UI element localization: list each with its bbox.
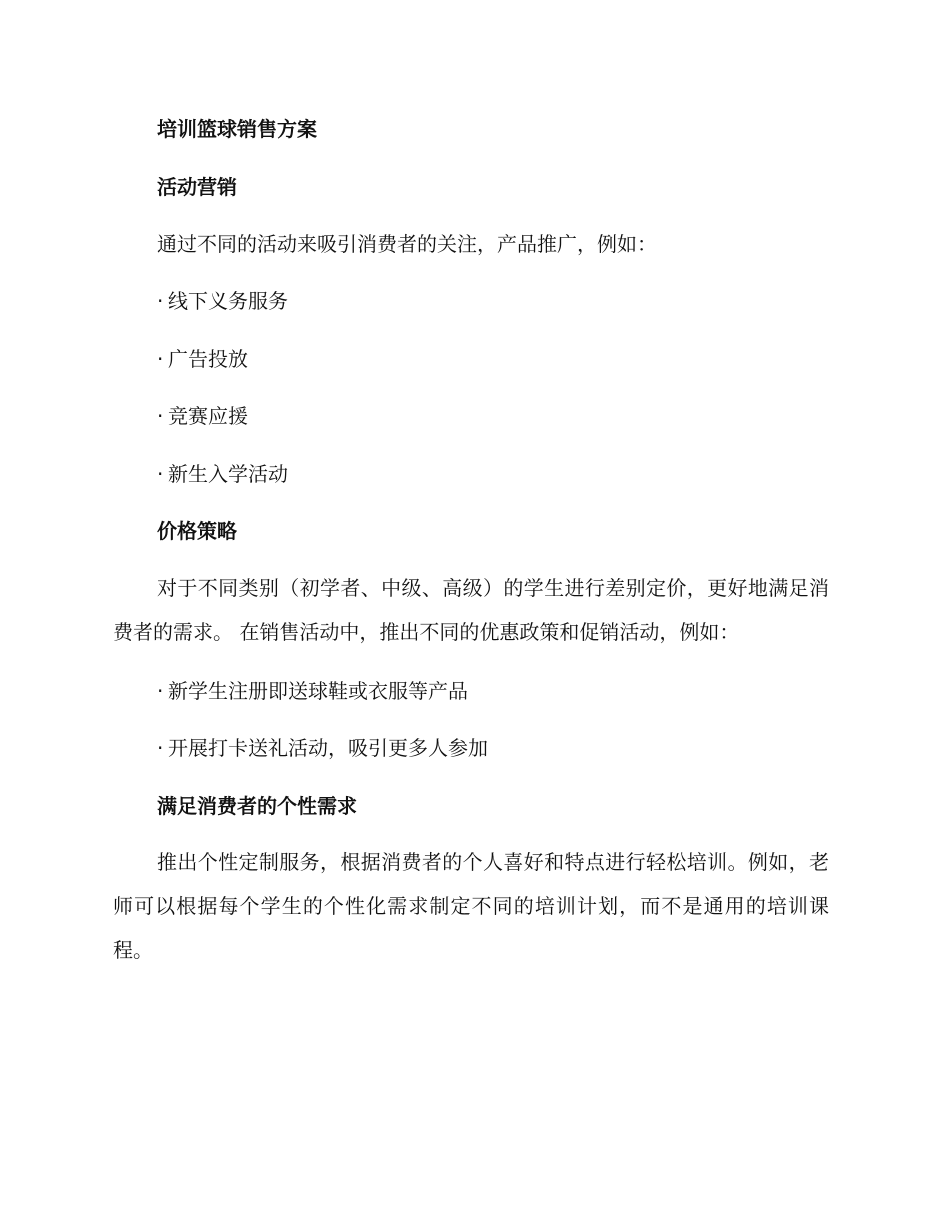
section-heading-activity-marketing: 活动营销: [157, 175, 237, 199]
list-item: [157, 677, 468, 705]
list-item: [157, 345, 248, 373]
list-item: [157, 287, 288, 315]
list-item-text: 广告投放: [168, 347, 248, 371]
section1-intro: 通过不同的活动来吸引消费者的关注，产品推广，例如：: [157, 232, 657, 256]
list-item: [157, 402, 248, 430]
list-item-text: 新学生注册即送球鞋或衣服等产品: [168, 679, 468, 703]
section-heading-pricing-strategy: 价格策略: [157, 519, 237, 543]
list-item-text: 开展打卡送礼活动，吸引更多人参加: [168, 736, 488, 760]
bullet-icon: ·: [157, 679, 164, 703]
list-item-text: 新生入学活动: [168, 462, 288, 486]
bullet-icon: ·: [157, 289, 164, 313]
section2-paragraph: 对于不同类别（初学者、中级、高级）的学生进行差别定价，更好地满足消费者的需求。 在销售活动中，推出不同的优惠政策和促销活动，例如：: [113, 576, 829, 644]
bullet-icon: ·: [157, 462, 164, 486]
list-item: [157, 734, 488, 762]
list-item-text: 竞赛应援: [168, 404, 248, 428]
list-item: [157, 460, 288, 488]
bullet-icon: ·: [157, 404, 164, 428]
list-item-text: 线下义务服务: [168, 289, 288, 313]
section-heading-personalized-needs: 满足消费者的个性需求: [157, 794, 357, 818]
bullet-icon: ·: [157, 347, 164, 371]
section3-paragraph: 推出个性定制服务，根据消费者的个人喜好和特点进行轻松培训。例如，老师可以根据每个学生的个性化需求制定不同的培训计划，而不是通用的培训课程。: [113, 850, 829, 962]
document-title: 培训篮球销售方案: [157, 117, 317, 141]
bullet-icon: ·: [157, 736, 164, 760]
